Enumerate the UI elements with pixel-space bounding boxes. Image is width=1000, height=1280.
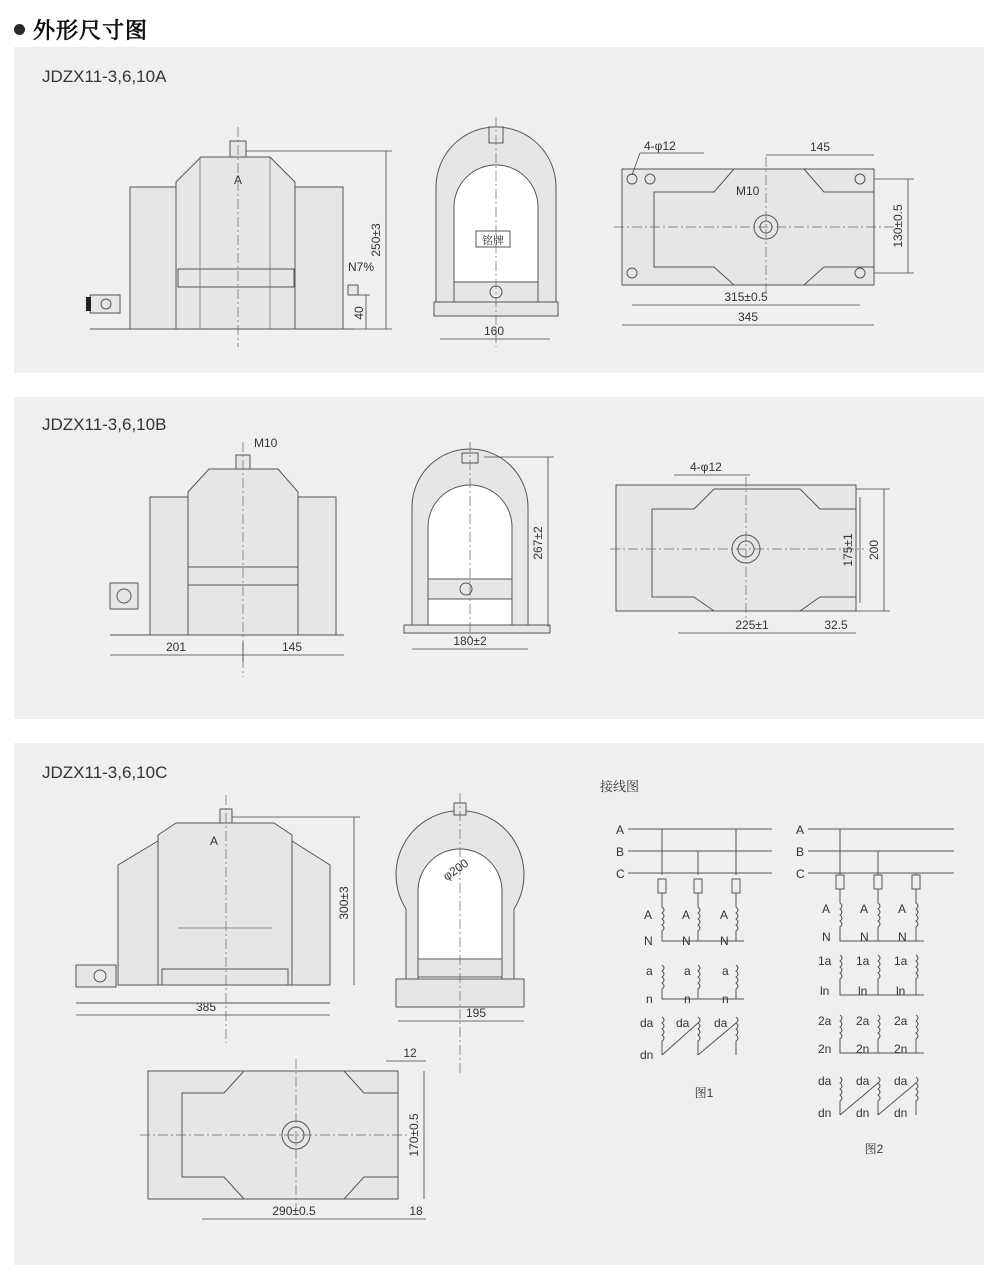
holes-label-a: 4-φ12 (644, 139, 676, 153)
fig2-sec1-top-3: 1a (894, 954, 908, 968)
nameplate-label: 铭牌 (482, 235, 504, 247)
top-view-a (614, 139, 914, 325)
dim-c-edge-bottom: 18 (409, 1204, 423, 1218)
fig2-sec1-top-2: 1a (856, 954, 870, 968)
side-view-b (110, 436, 344, 677)
fig1-residual-bottom: dn (640, 1048, 654, 1062)
fig1-primary-bottom-1: N (644, 934, 653, 948)
front-view-a (434, 117, 558, 347)
page-title: 外形尺寸图 (33, 18, 149, 44)
fig1-phase-b: B (616, 845, 625, 859)
dim-a-inner-width: 315±0.5 (724, 290, 768, 304)
fig2-sec2-bottom-1: 2n (818, 1042, 832, 1056)
fig2-phase-a: A (796, 823, 805, 837)
wiring-title: 接线图 (600, 779, 640, 794)
dim-a-top-width: 145 (809, 140, 831, 154)
panel-c-title: JDZX11-3,6,10C (42, 763, 168, 782)
front-view-c (396, 793, 524, 1073)
fig2-sec2-top-3: 2a (894, 1014, 908, 1028)
fig1-secondary-bottom-1: n (646, 992, 653, 1006)
dim-b-edge: 32.5 (824, 618, 848, 632)
fig1-residual-top-2: da (676, 1016, 690, 1030)
fig2-primary-top-3: A (898, 902, 907, 916)
dim-c-inner-width: 290±0.5 (272, 1204, 316, 1218)
bullet-icon (14, 24, 25, 35)
fig2-residual-top-3: da (894, 1074, 908, 1088)
dim-c-total-width: 385 (195, 1000, 217, 1014)
wiring-fig2 (796, 823, 954, 1156)
dim-b-right-width: 145 (281, 640, 303, 654)
fig1-phase-a: A (616, 823, 625, 837)
fig2-residual-top-2: da (856, 1074, 870, 1088)
holes-label-b: 4-φ12 (690, 460, 722, 474)
fig1-secondary-bottom-3: n (722, 992, 729, 1006)
fig1-secondary-top-1: a (646, 964, 653, 978)
fig2-residual-bottom-1: dn (818, 1106, 832, 1120)
fig2-sec2-top-1: 2a (818, 1014, 832, 1028)
dim-b-left-width: 201 (165, 640, 187, 654)
fig2-primary-bottom-3: N (898, 930, 907, 944)
diameter-label: φ200 (440, 856, 472, 884)
terminal-label-a: M10 (736, 184, 760, 198)
fig1-primary-bottom-2: N (682, 934, 691, 948)
terminal-a-label-c: A (209, 834, 219, 848)
fig2-primary-top-2: A (860, 902, 869, 916)
dim-c-edge-top: 12 (403, 1046, 417, 1060)
fig2-phase-c: C (796, 867, 805, 881)
fig1-secondary-top-2: a (684, 964, 691, 978)
fig1-residual-top-1: da (640, 1016, 654, 1030)
drawing-a (14, 47, 984, 373)
fig1-primary-top-2: A (682, 908, 691, 922)
drawing-b (14, 397, 984, 719)
fig2-sec1-bottom-2: ln (858, 984, 868, 998)
fig2-caption: 图2 (864, 1142, 884, 1156)
fig1-secondary-bottom-2: n (684, 992, 691, 1006)
panel-model-c (14, 743, 984, 1265)
fig1-primary-bottom-3: N (720, 934, 729, 948)
drawing-c (14, 743, 984, 1265)
fig2-sec2-bottom-3: 2n (894, 1042, 908, 1056)
page-header (14, 14, 148, 44)
fig2-primary-bottom-1: N (822, 930, 831, 944)
dim-a-height: 250±3 (369, 223, 383, 257)
front-view-b (404, 442, 554, 649)
dim-b-front-width: 180±2 (453, 634, 487, 648)
dim-a-front-width: 160 (483, 324, 505, 338)
dim-b-inner-width: 225±1 (735, 618, 769, 632)
fig2-sec2-bottom-2: 2n (856, 1042, 870, 1056)
panel-a-title: JDZX11-3,6,10A (42, 67, 167, 86)
fig2-residual-top-1: da (818, 1074, 832, 1088)
panel-model-b (14, 397, 984, 719)
top-view-c (140, 1046, 426, 1219)
side-view-a (86, 127, 392, 347)
fig2-sec1-top-1: 1a (818, 954, 832, 968)
fig1-phase-c: C (616, 867, 625, 881)
dim-c-front-width: 195 (465, 1006, 487, 1020)
fig1-secondary-top-3: a (722, 964, 729, 978)
dim-b-height: 267±2 (531, 526, 545, 560)
dim-b-depth-total: 200 (867, 539, 881, 561)
fig2-primary-top-1: A (822, 902, 831, 916)
fig2-residual-bottom-3: dn (894, 1106, 908, 1120)
dim-a-depth: 130±0.5 (891, 204, 905, 248)
dim-a-total-width: 345 (737, 310, 759, 324)
fig1-primary-top-3: A (720, 908, 729, 922)
terminal-a-label-a: A (233, 173, 243, 187)
dim-c-depth: 170±0.5 (407, 1113, 421, 1157)
dim-b-depth-inner: 175±1 (841, 533, 855, 567)
panel-b-title: JDZX11-3,6,10B (42, 415, 167, 434)
fig2-sec2-top-2: 2a (856, 1014, 870, 1028)
dim-a-base: 40 (352, 306, 366, 320)
side-view-c (76, 795, 360, 1043)
fig1-primary-top-1: A (644, 908, 653, 922)
panel-model-a (14, 47, 984, 373)
fig1-caption: 图1 (694, 1086, 714, 1100)
top-view-b (610, 460, 890, 633)
fig2-sec1-bottom-1: ln (820, 984, 830, 998)
fig2-residual-bottom-2: dn (856, 1106, 870, 1120)
wiring-fig1 (616, 823, 772, 1100)
wiring-diagrams (600, 779, 954, 1156)
terminal-label-b-side: M10 (254, 436, 278, 450)
fig2-sec1-bottom-3: ln (896, 984, 906, 998)
fig2-primary-bottom-2: N (860, 930, 869, 944)
fig1-residual-top-3: da (714, 1016, 728, 1030)
slope-label: N7% (348, 260, 375, 274)
dim-c-height: 300±3 (337, 886, 351, 920)
fig2-phase-b: B (796, 845, 805, 859)
